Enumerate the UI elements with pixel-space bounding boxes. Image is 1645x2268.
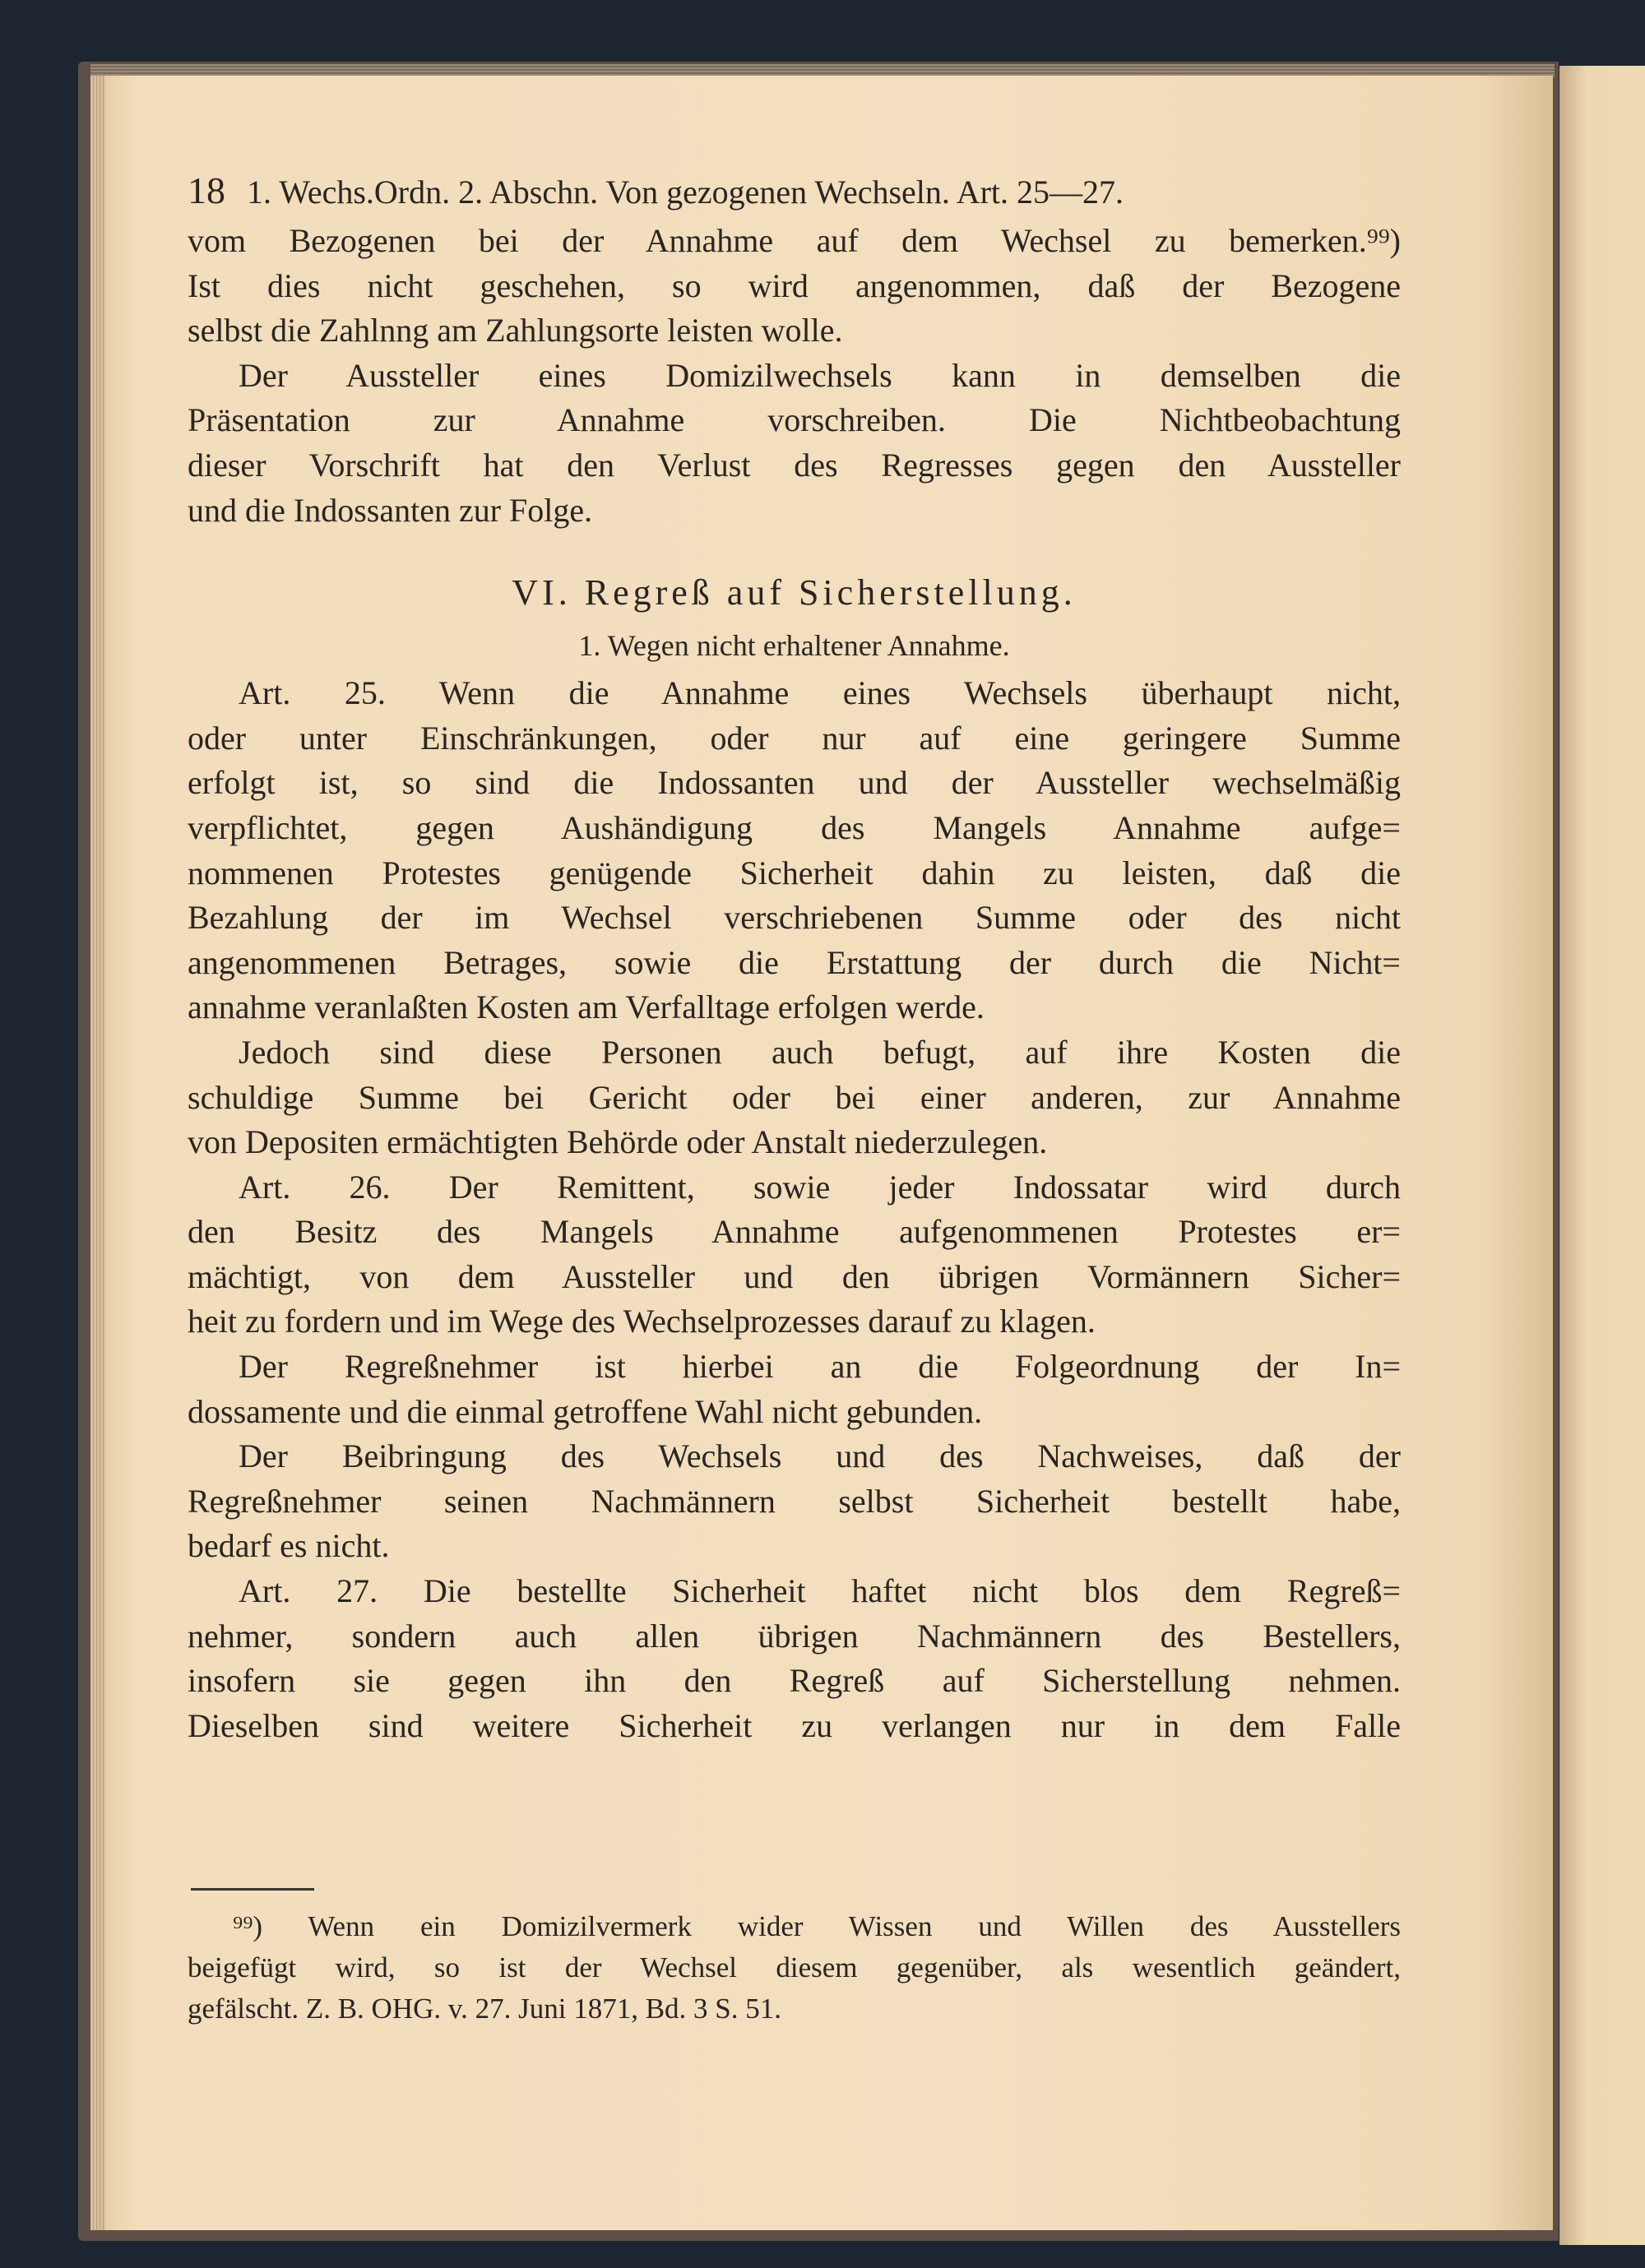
text-line: Regreßnehmer seinen Nachmännern selbst Sicherheit bestellt habe, — [188, 1482, 1401, 1520]
text-line: erfolgt ist, so sind die Indossanten und der Aussteller wechselmäßig — [188, 764, 1401, 802]
text-line: und die Indossanten zur Folge. — [188, 491, 593, 529]
subsection-heading: 1. Wegen nicht erhaltener Annahme. — [578, 629, 1010, 663]
text-line: schuldige Summe bei Gericht oder bei einer anderen, zur Annahme — [188, 1078, 1401, 1116]
text-line: annahme veranlaßten Kosten am Verfalltage erfolgen werde. — [188, 988, 985, 1026]
running-title: 1. Wechs.Ordn. 2. Abschn. Von gezogenen Wechseln. Art. 25—27. — [247, 174, 1124, 211]
text-line: nehmer, sondern auch allen übrigen Nachmännern des Bestellers, — [188, 1617, 1401, 1655]
text-line: selbst die Zahlnng am Zahlungsorte leisten wolle. — [188, 312, 843, 349]
text-line: Art. 27. Die bestellte Sicherheit haftet nicht blos dem Regreß= — [239, 1572, 1401, 1610]
footnote-line: beigefügt wird, so ist der Wechsel diesem gegenüber, als wesentlich geändert, — [188, 1951, 1401, 1983]
text-line: insofern sie gegen ihn den Regreß auf Sicherstellung nehmen. — [188, 1662, 1401, 1700]
text-line: Der Regreßnehmer ist hierbei an die Folgeordnung der In= — [239, 1348, 1401, 1386]
section-heading: VI. Regreß auf Sicherstellung. — [512, 572, 1077, 613]
text-line: Der Beibringung des Wechsels und des Nachweises, daß der — [239, 1437, 1401, 1475]
page-number: 18 — [188, 169, 225, 211]
text-line: den Besitz des Mangels Annahme aufgenommenen Protestes er= — [188, 1213, 1401, 1251]
text-line: Bezahlung der im Wechsel verschriebenen Summe oder des nicht — [188, 899, 1401, 937]
text-line: vom Bezogenen bei der Annahme auf dem Wechsel zu bemerken.⁹⁹) — [188, 222, 1401, 259]
footnote-rule — [191, 1888, 314, 1891]
text-line: Art. 25. Wenn die Annahme eines Wechsels überhaupt nicht, — [239, 674, 1401, 712]
text-line: verpflichtet, gegen Aushändigung des Mangels Annahme aufge= — [188, 808, 1401, 846]
text-line: bedarf es nicht. — [188, 1527, 390, 1565]
text-line: Präsentation zur Annahme vorschreiben. Die Nichtbeobachtung — [188, 401, 1401, 439]
text-line: Art. 26. Der Remittent, sowie jeder Indossatar wird durch — [239, 1168, 1401, 1206]
body-text — [188, 219, 1401, 1748]
text-line: nommenen Protestes genügende Sicherheit dahin zu leisten, daß die — [188, 854, 1401, 891]
text-line: Ist dies nicht geschehen, so wird angenommen, daß der Bezogene — [188, 266, 1401, 304]
text-line: oder unter Einschränkungen, oder nur auf eine geringere Summe — [188, 719, 1401, 757]
running-header — [188, 169, 1397, 212]
text-line: Jedoch sind diese Personen auch befugt, auf ihre Kosten die — [239, 1033, 1401, 1071]
text-line: angenommenen Betrages, sowie die Erstattung der durch die Nicht= — [188, 943, 1401, 981]
footnote-line: ⁹⁹) Wenn ein Domizilvermerk wider Wissen und Willen des Ausstellers — [233, 1910, 1401, 1942]
text-line: dieser Vorschrift hat den Verlust des Regresses gegen den Aussteller — [188, 446, 1401, 484]
text-line: mächtigt, von dem Aussteller und den übrigen Vormännern Sicher= — [188, 1257, 1401, 1295]
footnotes — [188, 1906, 1401, 2030]
text-line: von Depositen ermächtigten Behörde oder Anstalt niederzulegen. — [188, 1123, 1048, 1161]
text-line: dossamente und die einmal getroffene Wahl nicht gebunden. — [188, 1392, 983, 1430]
text-line: Dieselben sind weitere Sicherheit zu verlangen nur in dem Falle — [188, 1706, 1401, 1744]
text-line: heit zu fordern und im Wege des Wechselprozesses darauf zu klagen. — [188, 1303, 1096, 1340]
footnote-line: gefälscht. Z. B. OHG. v. 27. Juni 1871, Bd. 3 S. 51. — [188, 1993, 782, 2025]
adjacent-page — [1559, 66, 1645, 2245]
text-line: Der Aussteller eines Domizilwechsels kann in demselben die — [239, 356, 1401, 394]
